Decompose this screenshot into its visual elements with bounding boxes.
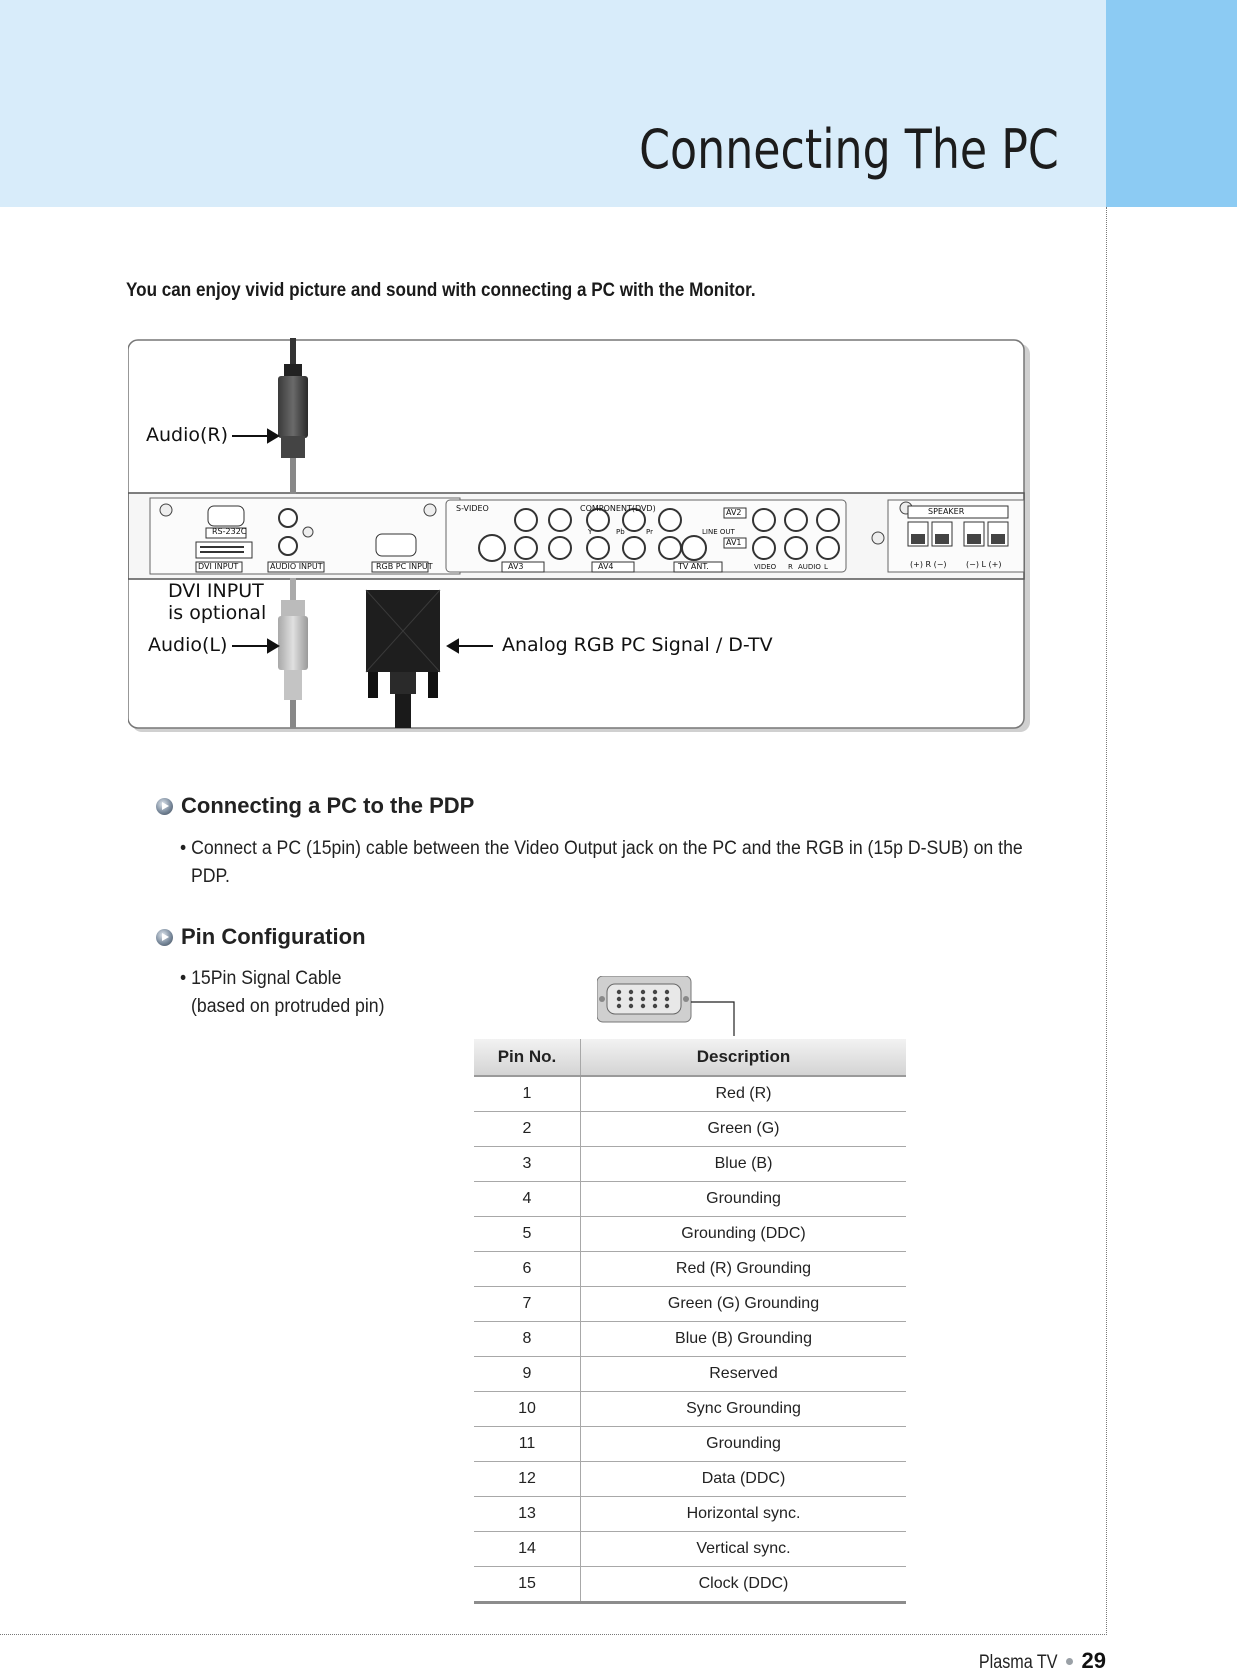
pin-no-header: Pin No. xyxy=(474,1039,581,1076)
pin-description: Clock (DDC) xyxy=(581,1567,907,1603)
component-pb-label: Pb xyxy=(616,528,625,536)
rgb-pc-input-port-label: RGB PC INPUT xyxy=(376,562,433,571)
pin-description: Data (DDC) xyxy=(581,1462,907,1497)
av4-label: AV4 xyxy=(598,562,614,571)
description-header: Description xyxy=(581,1039,907,1076)
audio-l-callout: Audio(L) xyxy=(148,634,228,656)
pin-number: 6 xyxy=(474,1252,581,1287)
av1-label: AV1 xyxy=(726,538,742,547)
intro-text: You can enjoy vivid picture and sound with connecting a PC with the Monitor. xyxy=(126,280,756,301)
audio-r-callout: Audio(R) xyxy=(146,424,229,446)
component-label: COMPONENT(DVD) xyxy=(580,504,656,513)
audio-r-port-label: R xyxy=(788,563,793,571)
section-heading-pin-config xyxy=(156,924,366,950)
pin-description: Reserved xyxy=(581,1357,907,1392)
pin-number: 11 xyxy=(474,1427,581,1462)
line-out-label: LINE OUT xyxy=(702,528,735,536)
pin-description: Green (G) Grounding xyxy=(581,1287,907,1322)
pin-description: Red (R) Grounding xyxy=(581,1252,907,1287)
signal-cable-line2: (based on protruded pin) xyxy=(191,996,385,1017)
pin-description: Red (R) xyxy=(581,1076,907,1112)
table-row xyxy=(474,1182,906,1217)
table-row xyxy=(474,1427,906,1462)
pin-description: Horizontal sync. xyxy=(581,1497,907,1532)
rs232c-label: RS-232C xyxy=(212,527,247,536)
pin-description: Sync Grounding xyxy=(581,1392,907,1427)
connect-instruction-line2: PDP. xyxy=(191,866,230,887)
pin-number: 4 xyxy=(474,1182,581,1217)
dvi-optional-callout-line1: DVI INPUT xyxy=(168,580,264,602)
table-row xyxy=(474,1532,906,1567)
header-tab xyxy=(1106,0,1237,207)
table-row xyxy=(474,1076,906,1112)
footer-label: Plasma TV xyxy=(978,1652,1058,1673)
pin-number: 5 xyxy=(474,1217,581,1252)
pin-description: Grounding xyxy=(581,1427,907,1462)
connect-instruction-line1: • Connect a PC (15pin) cable between the Video Output jack on the PC and the RGB in (15p D-SUB) on the xyxy=(180,838,1023,859)
table-row xyxy=(474,1322,906,1357)
table-row xyxy=(474,1567,906,1603)
av3-label: AV3 xyxy=(508,562,524,571)
pin-number: 7 xyxy=(474,1287,581,1322)
pin-number: 2 xyxy=(474,1112,581,1147)
pin-number: 15 xyxy=(474,1567,581,1603)
table-row xyxy=(474,1112,906,1147)
table-row xyxy=(474,1392,906,1427)
pin-number: 13 xyxy=(474,1497,581,1532)
pin-description: Blue (B) Grounding xyxy=(581,1322,907,1357)
section-heading-connecting-pc xyxy=(156,793,474,819)
connection-diagram xyxy=(128,338,1030,734)
table-row xyxy=(474,1462,906,1497)
dvi-optional-callout-line2: is optional xyxy=(168,602,267,624)
table-row xyxy=(474,1357,906,1392)
tv-ant-label: TV ANT. xyxy=(678,562,709,571)
section-bullet-icon xyxy=(156,929,173,946)
component-pr-label: Pr xyxy=(646,528,653,536)
audio-input-port-label: AUDIO INPUT xyxy=(270,562,323,571)
video-label: VIDEO xyxy=(754,563,777,571)
pin-description: Grounding xyxy=(581,1182,907,1217)
speaker-label: SPEAKER xyxy=(928,507,965,516)
speaker-l-label: (−) L (+) xyxy=(966,560,1002,569)
section-heading-text: Pin Configuration xyxy=(181,924,366,949)
section-heading-text: Connecting a PC to the PDP xyxy=(181,793,475,818)
signal-cable-line1: • 15Pin Signal Cable xyxy=(180,968,342,989)
pin-description: Blue (B) xyxy=(581,1147,907,1182)
pin-description: Green (G) xyxy=(581,1112,907,1147)
s-video-label: S-VIDEO xyxy=(456,504,489,513)
pin-description: Grounding (DDC) xyxy=(581,1217,907,1252)
audio-port-label: AUDIO xyxy=(798,563,821,571)
table-row xyxy=(474,1497,906,1532)
pin-description: Vertical sync. xyxy=(581,1532,907,1567)
av2-label: AV2 xyxy=(726,508,742,517)
audio-l-port-label: L xyxy=(824,563,828,571)
pin-number: 8 xyxy=(474,1322,581,1357)
page-footer xyxy=(965,1648,1106,1674)
pin-configuration-table xyxy=(474,1039,906,1604)
speaker-r-label: (+) R (−) xyxy=(910,560,947,569)
pin-number: 14 xyxy=(474,1532,581,1567)
pin-number: 12 xyxy=(474,1462,581,1497)
table-row xyxy=(474,1252,906,1287)
page-number: 29 xyxy=(1081,1648,1106,1673)
section-bullet-icon xyxy=(156,798,173,815)
table-row xyxy=(474,1147,906,1182)
page-title: Connecting The PC xyxy=(639,118,1059,181)
table-row xyxy=(474,1217,906,1252)
pin-number: 9 xyxy=(474,1357,581,1392)
page-edge-divider xyxy=(1106,207,1107,1635)
analog-rgb-callout: Analog RGB PC Signal / D-TV xyxy=(502,634,773,656)
table-header-row xyxy=(474,1039,906,1076)
footer-dot-icon xyxy=(1066,1658,1073,1665)
pin-number: 1 xyxy=(474,1076,581,1112)
dsub-connector-illustration xyxy=(597,976,691,1022)
component-y-label: Y xyxy=(588,528,593,536)
table-row xyxy=(474,1287,906,1322)
footer-divider xyxy=(0,1634,1107,1635)
dvi-input-port-label: DVI INPUT xyxy=(198,562,239,571)
pin-number: 3 xyxy=(474,1147,581,1182)
pin-number: 10 xyxy=(474,1392,581,1427)
